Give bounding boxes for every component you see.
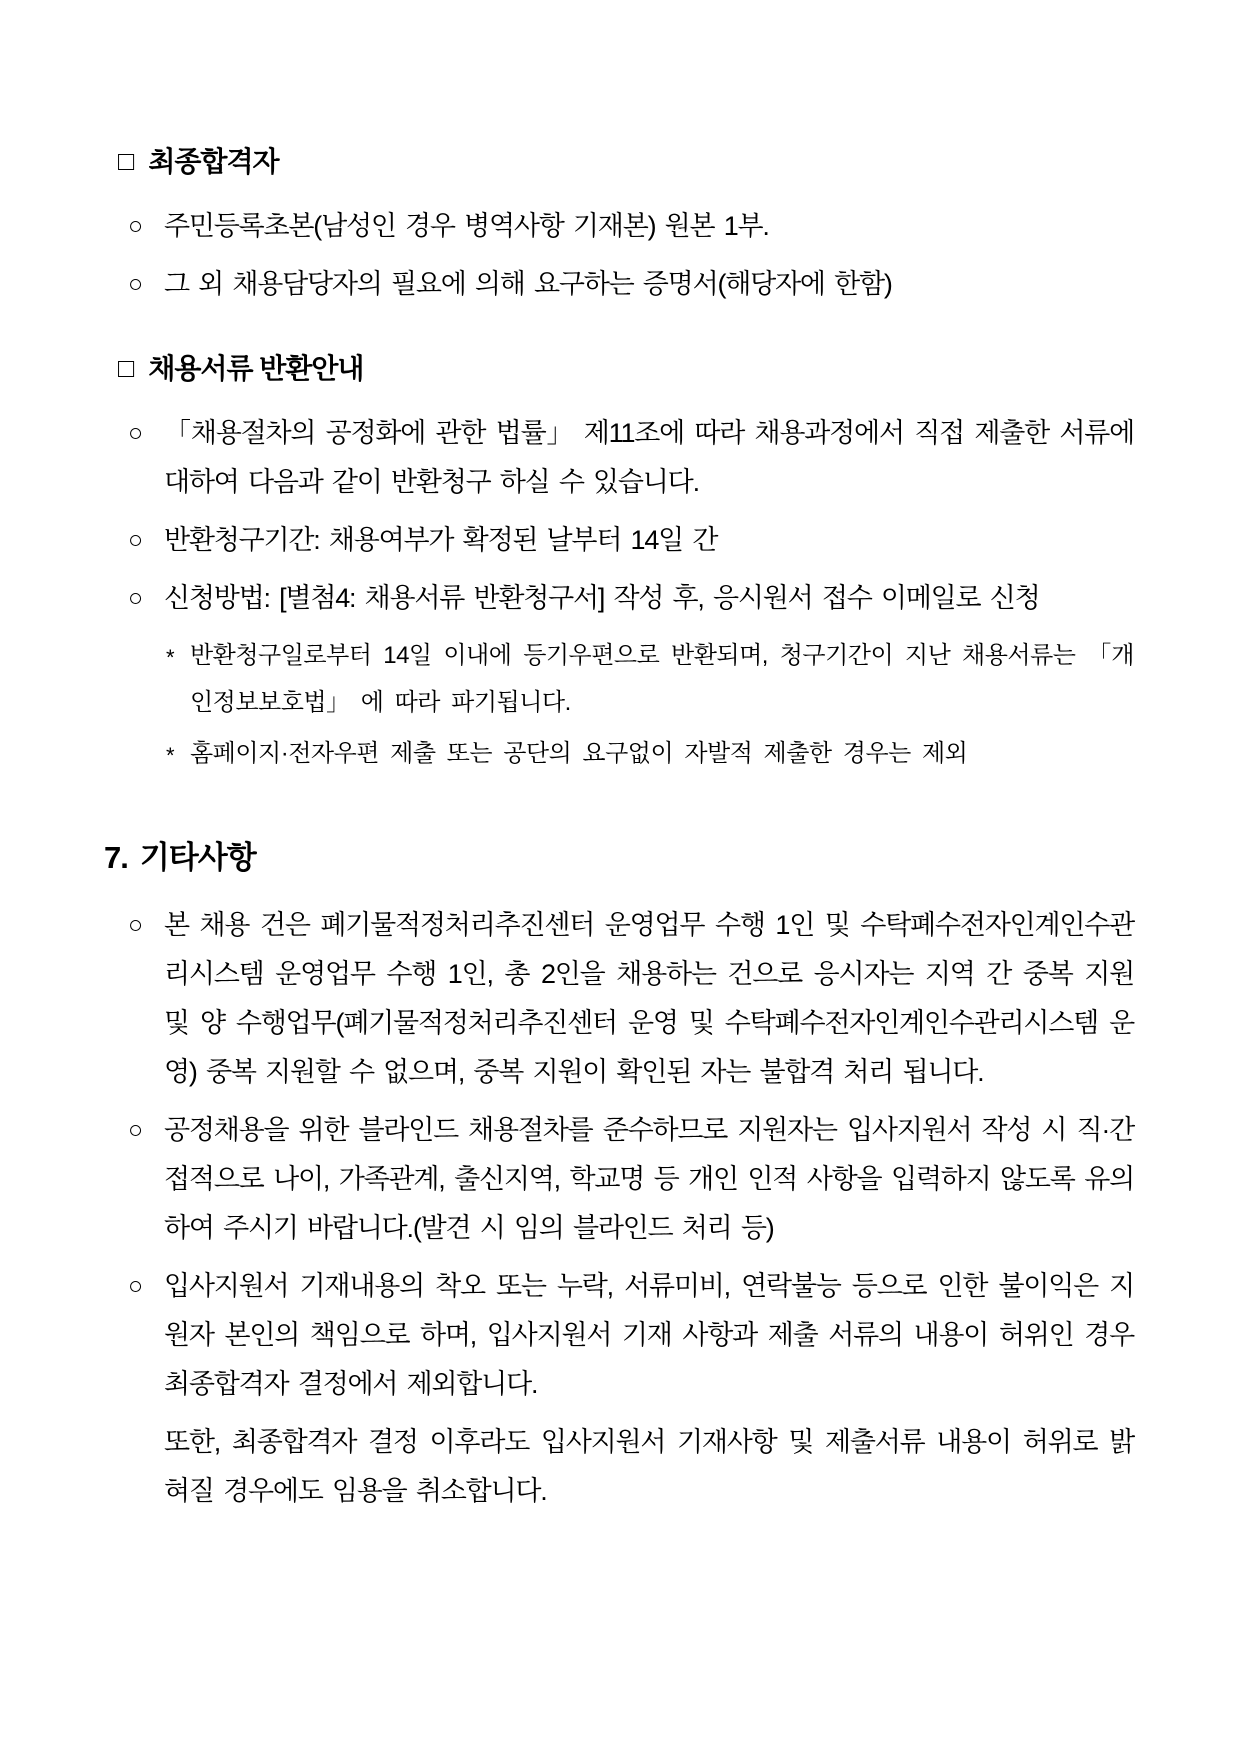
list-item-text: 반환청구기간: 채용여부가 확정된 날부터 14일 간	[164, 525, 718, 555]
section-document-return	[118, 343, 1134, 777]
list-item	[118, 260, 1134, 309]
list-item-text: 「채용절차의 공정화에 관한 법률」 제11조에 따라 채용과정에서 직접 제출한 서류에 대하여 다음과 같이 반환청구 하실 수 있습니다.	[164, 418, 1134, 497]
circle-bullet-icon: ○	[128, 526, 142, 554]
list-item-text: 본 채용 건은 폐기물적정처리추진센터 운영업무 수행 1인 및 수탁폐수전자인계인수관리시스템 운영업무 수행 1인, 총 2인을 채용하는 건으로 응시자는 지역 간 중복 지원 및 양 수행업무(폐기물적정처리추진센터 운영 및 수탁폐수전자인계인수관리시스템 운영) 중복 지원할 수 없으며, 중복 지원이 확인된 자는 불합격 처리 됩니다.	[164, 910, 1134, 1087]
section-number: 7.	[104, 840, 128, 875]
circle-bullet-icon: ○	[128, 584, 142, 612]
circle-bullet-icon: ○	[128, 1116, 142, 1144]
list-item	[118, 1106, 1134, 1253]
list-item	[118, 202, 1134, 251]
list-item	[118, 1262, 1134, 1409]
section-title: 최종합격자	[148, 146, 279, 177]
section-heading-etc	[104, 831, 1134, 885]
list-item	[118, 574, 1134, 623]
list-item-text: 그 외 채용담당자의 필요에 의해 요구하는 증명서(해당자에 한함)	[164, 269, 892, 299]
note-item	[118, 632, 1134, 726]
note-item	[118, 730, 1134, 777]
list-item-text: 주민등록초본(남성인 경우 병역사항 기재본) 원본 1부.	[164, 211, 769, 241]
asterisk-icon: *	[166, 645, 175, 670]
asterisk-icon: *	[166, 743, 175, 768]
section-title: 기타사항	[139, 840, 256, 875]
note-text: 홈페이지·전자우편 제출 또는 공단의 요구없이 자발적 제출한 경우는 제외	[190, 740, 968, 767]
square-bullet-icon: □	[118, 352, 134, 383]
section-etc	[104, 831, 1134, 1516]
section-heading-final-pass	[118, 136, 1134, 188]
continuation-text: 또한, 최종합격자 결정 이후라도 입사지원서 기재사항 및 제출서류 내용이 허위로 밝혀질 경우에도 임용을 취소합니다.	[164, 1427, 1134, 1506]
section-final-pass	[118, 136, 1134, 309]
list-item	[118, 409, 1134, 507]
square-bullet-icon: □	[118, 145, 134, 176]
note-text: 반환청구일로부터 14일 이내에 등기우편으로 반환되며, 청구기간이 지난 채용서류는 「개인정보보호법」 에 따라 파기됩니다.	[190, 642, 1134, 716]
section-title: 채용서류 반환안내	[148, 353, 364, 384]
list-item-text: 입사지원서 기재내용의 착오 또는 누락, 서류미비, 연락불능 등으로 인한 불이익은 지원자 본인의 책임으로 하며, 입사지원서 기재 사항과 제출 서류의 내용이 허위인 경우 최종합격자 결정에서 제외합니다.	[164, 1271, 1134, 1399]
list-item	[118, 516, 1134, 565]
list-item	[118, 901, 1134, 1097]
circle-bullet-icon: ○	[128, 419, 142, 447]
circle-bullet-icon: ○	[128, 1272, 142, 1300]
list-item-text: 공정채용을 위한 블라인드 채용절차를 준수하므로 지원자는 입사지원서 작성 시 직·간접적으로 나이, 가족관계, 출신지역, 학교명 등 개인 인적 사항을 입력하지 않도록 유의하여 주시기 바랍니다.(발견 시 임의 블라인드 처리 등)	[164, 1115, 1134, 1243]
section-heading-document-return	[118, 343, 1134, 395]
circle-bullet-icon: ○	[128, 212, 142, 240]
circle-bullet-icon: ○	[128, 911, 142, 939]
circle-bullet-icon: ○	[128, 270, 142, 298]
notes-block	[118, 632, 1134, 777]
continuation-paragraph	[118, 1418, 1134, 1516]
list-item-text: 신청방법: [별첨4: 채용서류 반환청구서] 작성 후, 응시원서 접수 이메일로 신청	[164, 583, 1040, 613]
